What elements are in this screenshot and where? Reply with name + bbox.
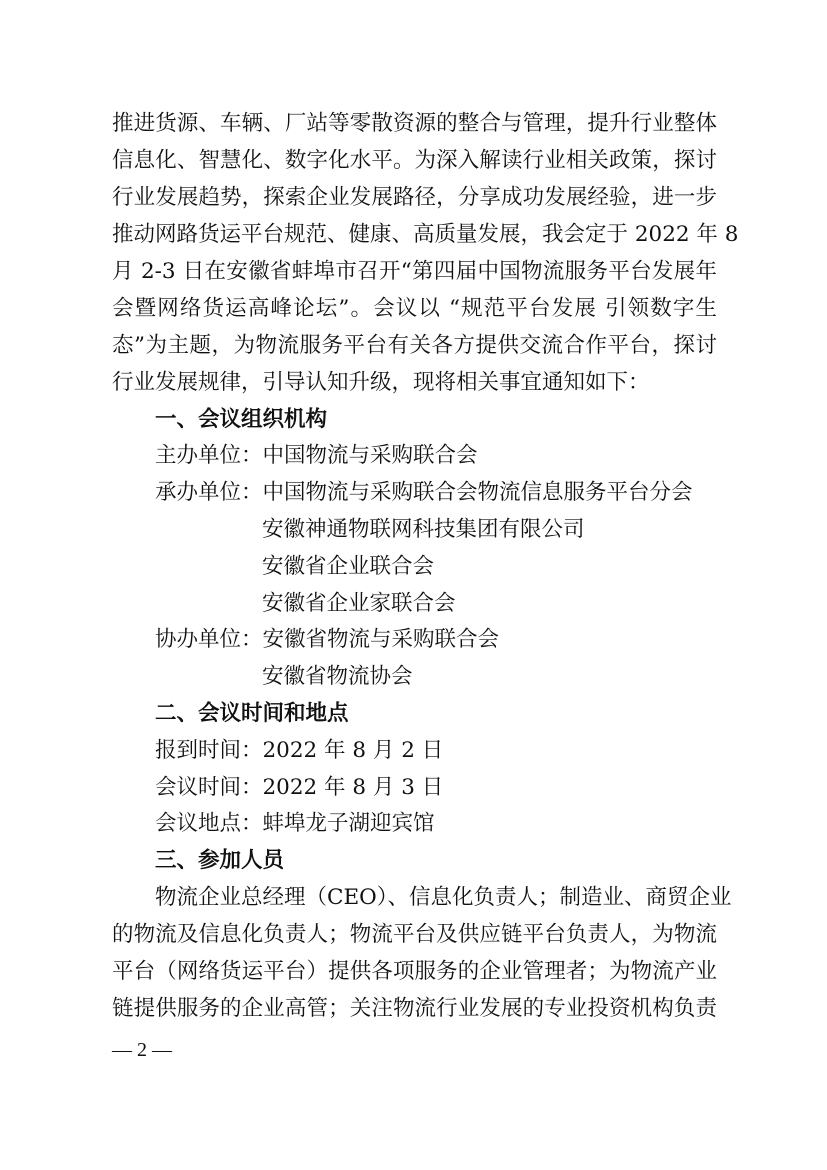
body-text-line: 信息化、智慧化、数字化水平。为深入解读行业相关政策，探讨 (112, 148, 717, 173)
organizer-unit-item: 安徽神通物联网科技集团有限公司 (262, 517, 585, 542)
organizer-unit: 承办单位：中国物流与采购联合会物流信息服务平台分会 (155, 480, 693, 505)
meeting-time: 会议时间：2022 年 8 月 3 日 (155, 775, 444, 800)
checkin-time: 报到时间：2022 年 8 月 2 日 (155, 738, 444, 763)
body-text-line: 推进货源、车辆、厂站等零散资源的整合与管理，提升行业整体 (112, 111, 717, 136)
body-text-line: 平台（网络货运平台）提供各项服务的企业管理者；为物流产业 (112, 959, 717, 984)
body-text-line: 的物流及信息化负责人；物流平台及供应链平台负责人，为物流 (112, 922, 717, 947)
body-text-line: 物流企业总经理（CEO）、信息化负责人；制造业、商贸企业 (155, 885, 732, 910)
co-organizer-unit-item: 安徽省物流协会 (262, 664, 413, 689)
meeting-venue: 会议地点：蚌埠龙子湖迎宾馆 (155, 811, 435, 836)
page-number: — 2 — (112, 1039, 172, 1061)
body-text-line: 行业发展规律，引导认知升级，现将相关事宜通知如下： (112, 370, 650, 395)
body-text-line: 态”为主题，为物流服务平台有关各方提供交流合作平台，探讨 (112, 333, 717, 358)
body-text-line: 推动网路货运平台规范、健康、高质量发展，我会定于 2022 年 8 (112, 222, 739, 247)
organizer-unit-item: 安徽省企业家联合会 (262, 591, 456, 616)
body-text-line: 行业发展趋势，探索企业发展路径，分享成功发展经验，进一步 (112, 185, 717, 210)
body-text-line: 链提供服务的企业高管；关注物流行业发展的专业投资机构负责 (112, 996, 717, 1021)
body-text-line: 月 2-3 日在安徽省蚌埠市召开“第四届中国物流服务平台发展年 (112, 259, 717, 284)
co-organizer-unit: 协办单位：安徽省物流与采购联合会 (155, 627, 500, 652)
host-unit: 主办单位：中国物流与采购联合会 (155, 443, 478, 468)
section-heading: 三、参加人员 (155, 848, 285, 873)
organizer-unit-item: 安徽省企业联合会 (262, 554, 435, 579)
body-text-line: 会暨网络货运高峰论坛”。会议以 “规范平台发展 引领数字生 (112, 296, 717, 321)
section-heading: 一、会议组织机构 (155, 407, 328, 432)
section-heading: 二、会议时间和地点 (155, 701, 349, 726)
